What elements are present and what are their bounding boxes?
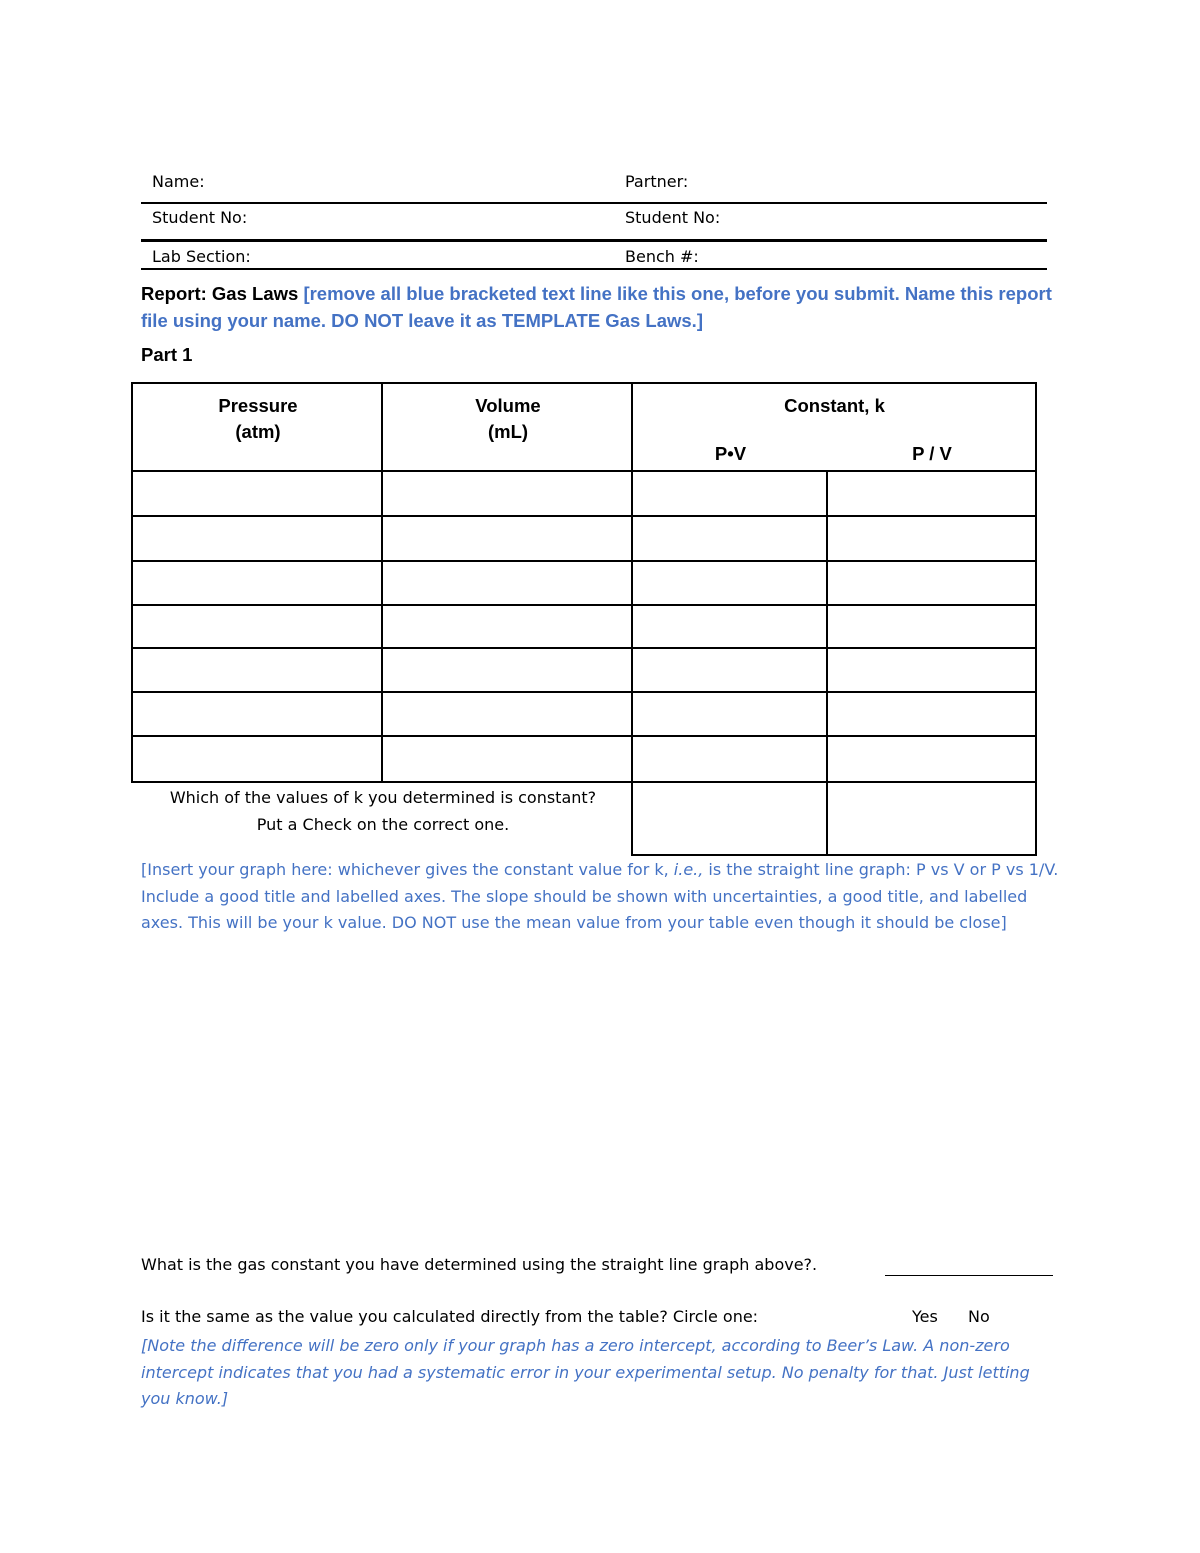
table-cell[interactable] (383, 606, 631, 647)
table-cell[interactable] (633, 606, 826, 647)
col-header-pressure-label: Pressure (218, 395, 298, 416)
table-cell[interactable] (383, 472, 631, 515)
table-cell[interactable] (633, 693, 826, 735)
table-cell[interactable] (633, 737, 826, 781)
col-header-volume (383, 393, 633, 445)
table-cell[interactable] (828, 606, 1035, 647)
table-cell[interactable] (133, 649, 381, 691)
bench-label: Bench #: (625, 247, 699, 266)
graph-instruction-text-2: is the straight line graph: P vs V or P vs 1/V. Include a good title and labelled axes. The slope should be shown with uncertainties, a good title, and labelled axes. This will be your k value. DO NOT use the mean value from your table even though it should be close] (141, 860, 1059, 932)
graph-instruction-text: [Insert your graph here: whichever gives the constant value for k, (141, 860, 674, 879)
table-cell[interactable] (828, 517, 1035, 560)
table-cell[interactable] (133, 472, 381, 515)
same-value-question: Is it the same as the value you calculated directly from the table? Circle one: (141, 1307, 759, 1326)
constant-question (133, 784, 633, 838)
col-header-pressure (133, 393, 383, 445)
table-border (631, 854, 1037, 856)
check-cell-pv[interactable] (633, 783, 826, 854)
table-cell[interactable] (633, 562, 826, 604)
table-cell[interactable] (383, 517, 631, 560)
table-cell[interactable] (383, 649, 631, 691)
constant-question-line-1: Which of the values of k you determined is constant? (169, 788, 597, 807)
table-cell[interactable] (828, 562, 1035, 604)
table-cell[interactable] (383, 562, 631, 604)
table-cell[interactable] (383, 693, 631, 735)
table-cell[interactable] (133, 517, 381, 560)
yes-option[interactable]: Yes (912, 1307, 938, 1326)
table-cell[interactable] (633, 649, 826, 691)
table-cell[interactable] (828, 649, 1035, 691)
check-cell-p-over-v[interactable] (828, 783, 1035, 854)
part-1-heading: Part 1 (141, 344, 193, 365)
table-cell[interactable] (633, 472, 826, 515)
header-divider (141, 202, 1047, 204)
partner-student-no-label: Student No: (625, 208, 721, 227)
report-title: Report: Gas Laws (141, 283, 299, 304)
col-header-pressure-unit: (atm) (235, 421, 281, 442)
table-cell[interactable] (133, 693, 381, 735)
graph-instruction (141, 857, 1071, 937)
beer-law-note: [Note the difference will be zero only if your graph has a zero intercept, according to Beer’s Law. A non-zero intercept indicates that you had a systematic error in your experimental setup. No penalty for that. Just letting you know.] (141, 1336, 1030, 1408)
gas-constant-question: What is the gas constant you have determined using the straight line graph above?. (141, 1255, 818, 1274)
table-cell[interactable] (133, 606, 381, 647)
col-header-volume-unit: (mL) (487, 421, 529, 442)
col-header-pv: P•V (714, 443, 747, 464)
no-option[interactable]: No (968, 1307, 990, 1326)
name-label: Name: (152, 172, 205, 191)
student-no-label: Student No: (152, 208, 248, 227)
lab-section-label: Lab Section: (152, 247, 251, 266)
report-heading (141, 280, 1061, 334)
table-cell[interactable] (383, 737, 631, 781)
report-instruction: [remove all blue bracketed text line like this one, before you submit. Name this report file using your name. DO NOT leave it as TEMPLATE Gas Laws.] (141, 283, 1052, 331)
table-cell[interactable] (133, 562, 381, 604)
col-header-constant: Constant, k (784, 395, 885, 416)
gas-constant-answer-line[interactable] (885, 1275, 1053, 1276)
header-divider (141, 268, 1047, 270)
table-cell[interactable] (133, 737, 381, 781)
constant-question-line-2: Put a Check on the correct one. (256, 815, 510, 834)
table-cell[interactable] (828, 693, 1035, 735)
header-divider (141, 239, 1047, 242)
col-header-volume-label: Volume (475, 395, 541, 416)
table-cell[interactable] (828, 472, 1035, 515)
partner-label: Partner: (625, 172, 689, 191)
table-cell[interactable] (828, 737, 1035, 781)
col-header-p-over-v: P / V (912, 443, 952, 464)
table-cell[interactable] (633, 517, 826, 560)
graph-instruction-ie: i.e., (673, 860, 704, 879)
table-border (131, 382, 1037, 384)
